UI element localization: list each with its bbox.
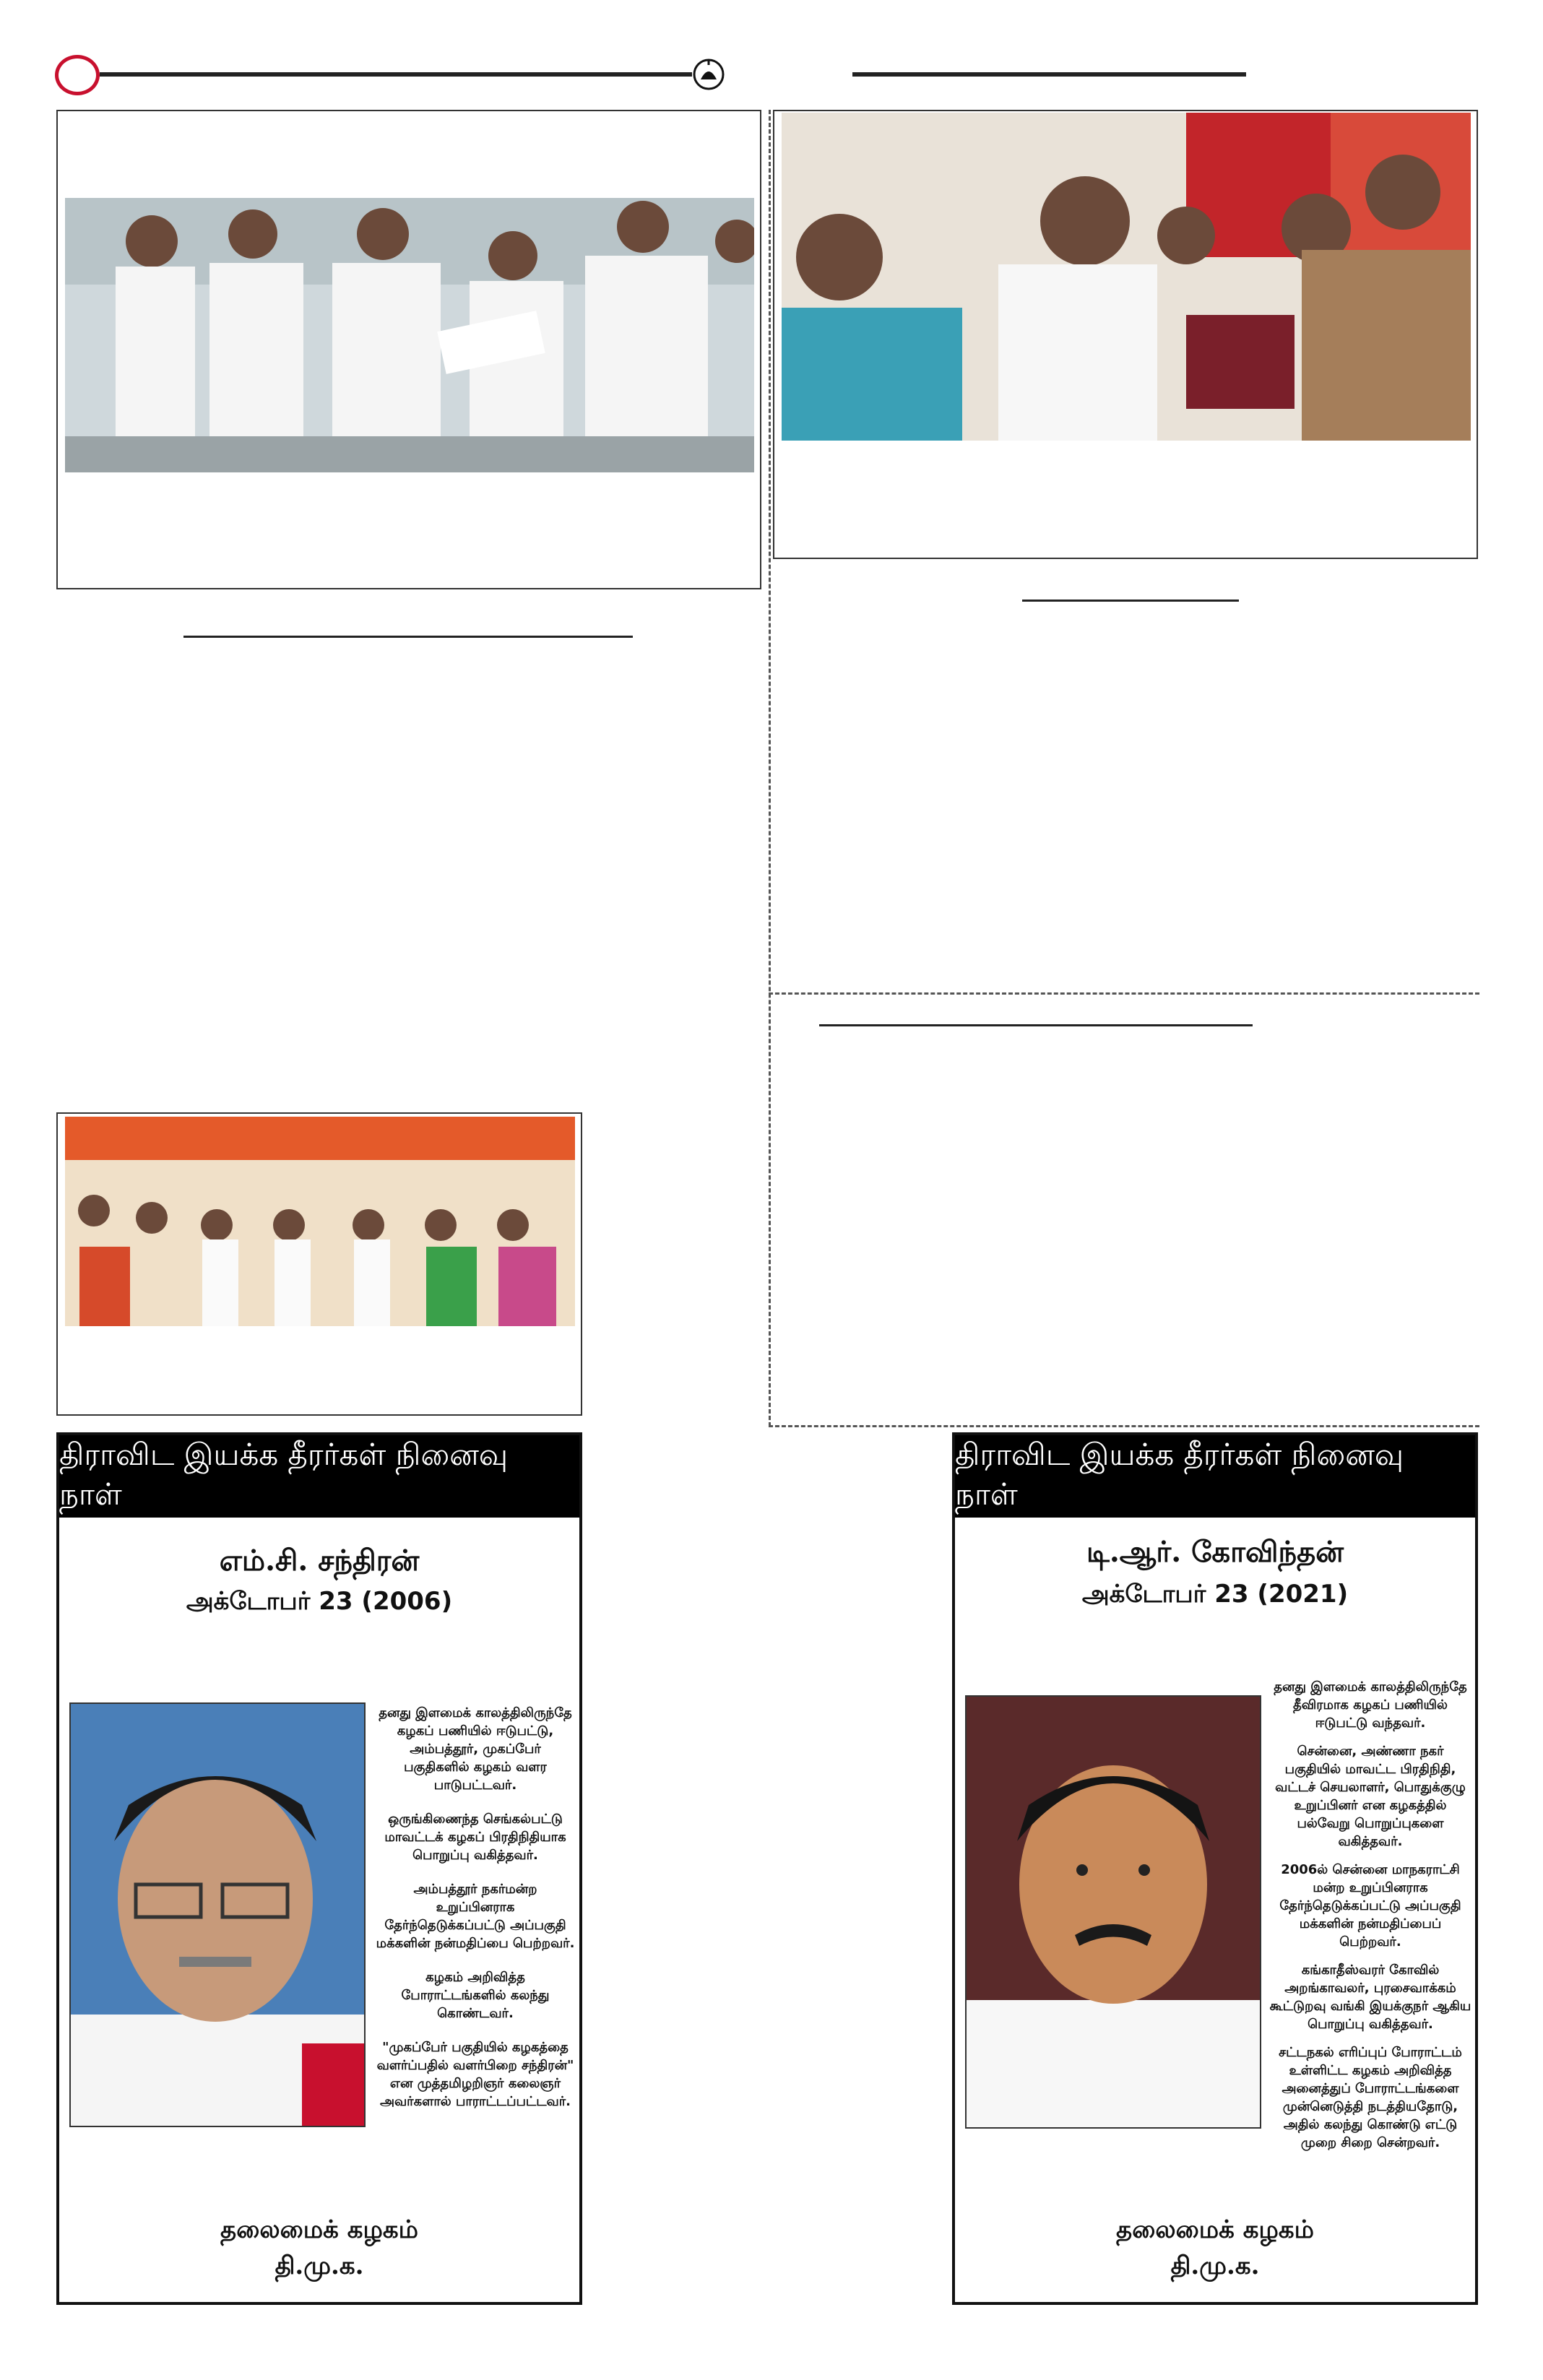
- bio-paragraph: சென்னை, அண்ணா நகர் பகுதியில் மாவட்ட பிரதிநிதி, வட்டச் செயலாளர், பொதுக்குழு உறுப்பினர் என கழகத்தில் பல்வேறு பொறுப்புகளை வகித்தவர்.: [1275, 1744, 1466, 1849]
- memorial-header: திராவிட இயக்க தீரர்கள் நினைவு நாள்: [59, 1435, 579, 1518]
- memorial-bio: [376, 1704, 575, 2126]
- memorial-name: எம்.சி. சந்திரன்: [219, 1544, 420, 1578]
- memorial-card-1: [56, 1432, 582, 2305]
- section-divider-1: [769, 992, 1479, 995]
- signature-line-2: தி.மு.க.: [1170, 2251, 1260, 2280]
- photo-officials-inspection: [65, 198, 754, 472]
- photo-frame-1: [56, 110, 761, 589]
- bio-paragraph: "முகப்பேர் பகுதியில் கழகத்தை வளர்ப்பதில் வளர்பிறை சந்திரன்" என முத்தமிழறிஞர் கலைஞர் அவர்களால் பாராட்டப்பட்டவர்.: [376, 2040, 574, 2109]
- bio-paragraph: தனது இளமைக் காலத்திலிருந்தே தீவிரமாக கழகப் பணியில் ஈடுபட்டு வந்தவர்.: [1274, 1679, 1467, 1731]
- memorial-bio: [1268, 1678, 1472, 2162]
- bio-paragraph: கழகம் அறிவித்த போராட்டங்களில் கலந்து கொண்டவர்.: [401, 1970, 550, 2021]
- article-rule-1: [183, 636, 633, 638]
- bio-paragraph: சட்டநகல் எரிப்புப் போராட்டம் உள்ளிட்ட கழகம் அறிவித்த அனைத்துப் போராட்டங்களை முன்னெடுத்தி நடத்தியதோடு, அதில் கலந்து கொண்டு எட்டு முறை சிறை சென்றவர்.: [1279, 2045, 1462, 2150]
- bio-paragraph: ஒருங்கிணைந்த செங்கல்பட்டு மாவட்டக் கழகப் பிரதிநிதியாக பொறுப்பு வகித்தவர்.: [384, 1812, 566, 1863]
- memorial-card-2: [952, 1432, 1478, 2305]
- bio-paragraph: 2006ல் சென்னை மாநகராட்சி மன்ற உறுப்பினராக தேர்ந்தெடுக்கப்பட்டு அப்பகுதி மக்களின் நன்மதிப்பைப் பெற்றவர்.: [1279, 1862, 1461, 1950]
- bio-paragraph: கங்காதீஸ்வரர் கோவில் அறங்காவலர், புரசைவாக்கம் கூட்டுறவு வங்கி இயக்குநர் ஆகிய பொறுப்பு வகித்தவர்.: [1269, 1963, 1471, 2032]
- circle-icon: [55, 55, 100, 95]
- sun-emblem-icon: [692, 58, 725, 91]
- bio-paragraph: அம்பத்தூர் நகர்மன்ற உறுப்பினராக தேர்ந்தெடுக்கப்பட்டு அப்பகுதி மக்களின் நன்மதிப்பை பெற்றவர்.: [376, 1882, 575, 1951]
- memorial-date: அக்டோபர் 23 (2006): [186, 1587, 453, 1616]
- section-divider-2: [769, 1425, 1479, 1427]
- portrait-photo: [69, 1702, 366, 2127]
- photo-frame-2: [773, 110, 1478, 559]
- memorial-header: திராவிட இயக்க தீரர்கள் நினைவு நாள்: [955, 1435, 1475, 1518]
- article-rule-2: [1022, 600, 1239, 602]
- portrait-photo: [965, 1695, 1261, 2129]
- memorial-name: டி.ஆர். கோவிந்தன்: [1086, 1535, 1344, 1569]
- photo-wedding-ceremony: [65, 1117, 575, 1326]
- column-divider: [769, 110, 771, 1427]
- signature-line-1: தலைமைக் கழகம்: [1116, 2215, 1314, 2244]
- top-rule-left: [100, 72, 692, 77]
- top-rule-right: [852, 72, 1246, 77]
- signature-line-2: தி.மு.க.: [275, 2251, 364, 2280]
- article-rule-3: [819, 1024, 1253, 1026]
- signature-line-1: தலைமைக் கழகம்: [220, 2215, 418, 2244]
- bio-paragraph: தனது இளமைக் காலத்திலிருந்தே கழகப் பணியில் ஈடுபட்டு, அம்பத்தூர், முகப்பேர் பகுதிகளில் கழகம் வளர பாடுபட்டவர்.: [379, 1705, 572, 1793]
- memorial-date: அக்டோபர் 23 (2021): [1081, 1580, 1349, 1609]
- photo-leaders-receiving-book: [782, 113, 1471, 441]
- photo-frame-3: [56, 1112, 582, 1416]
